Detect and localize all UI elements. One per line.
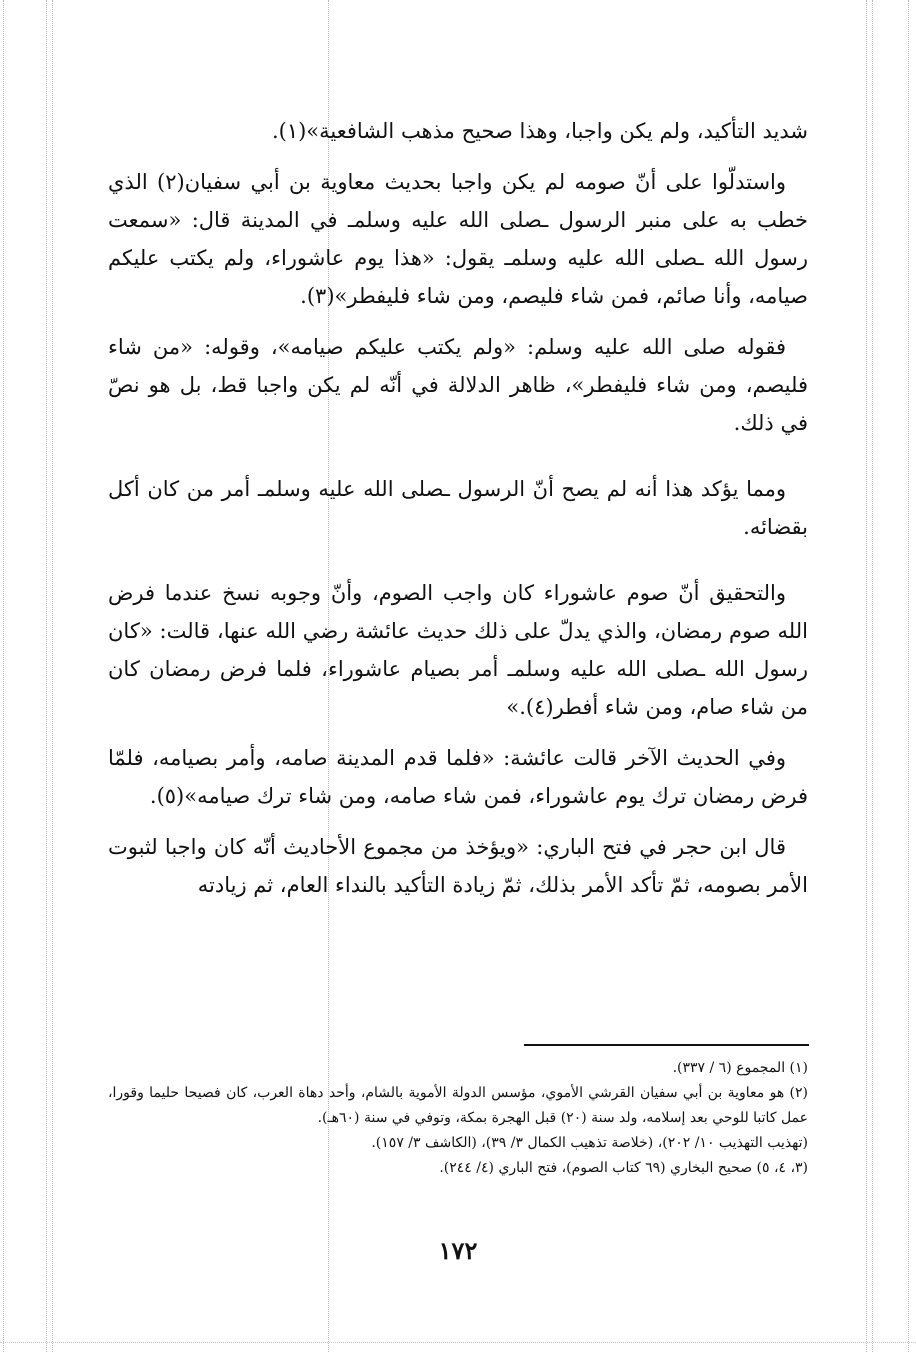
- footnotes: [108, 1056, 808, 1181]
- paragraph: والتحقيق أنّ صوم عاشوراء كان واجب الصوم، وأنّ وجوبه نسخ عندما فرض الله صوم رمضان، والذي يدلّ على ذلك حديث عائشة رضي الله عنها، قالت: «كان رسول الله ـصلى الله عليه وسلمـ أمر بصيام عاشوراء، فلما فرض رمضان كان من شاء صام، ومن شاء أفطر(٤).»: [108, 581, 808, 719]
- scan-guide-line: [908, 0, 909, 1352]
- scan-guide-line: [46, 0, 47, 1352]
- paragraph: واستدلّوا على أنّ صومه لم يكن واجبا بحديث معاوية بن أبي سفيان(٢) الذي خطب به على منبر الرسول ـصلى الله عليه وسلمـ في المدينة قال: «سمعت رسول الله ـصلى الله عليه وسلمـ يقول: «هذا يوم عاشوراء، ولم يكتب عليكم صيامه، وأنا صائم، فمن شاء فليصم، ومن شاء فليفطر»(٣).: [108, 170, 808, 308]
- paragraph: ومما يؤكد هذا أنه لم يصح أنّ الرسول ـصلى الله عليه وسلمـ أمر من كان أكل بقضائه.: [108, 477, 808, 539]
- scan-guide-line: [0, 1342, 916, 1343]
- paragraph: وفي الحديث الآخر قالت عائشة: «فلما قدم المدينة صامه، وأمر بصيامه، فلمّا فرض رمضان ترك يوم عاشوراء، فمن شاء صامه، ومن شاء ترك صيامه»(٥).: [108, 746, 808, 808]
- scan-guide-line: [52, 0, 53, 1352]
- footnote: (٢) هو معاوية بن أبي سفيان القرشي الأموي، مؤسس الدولة الأموية بالشام، وأحد دهاة العرب، كان فصيحا حليما وقورا، عمل كاتبا للوحي بعد إسلامه، ولد سنة (٢٠) قبل الهجرة بمكة، وتوفي في سنة (٦٠هـ).: [108, 1085, 809, 1126]
- footnote: (٣، ٤، ٥) صحيح البخاري (٦٩ كتاب الصوم)، فتح الباري (٤/ ٢٤٤).: [439, 1160, 808, 1176]
- scan-guide-line: [866, 0, 867, 1352]
- page-number: ١٧٢: [438, 1236, 478, 1265]
- footnote-separator: [524, 1044, 809, 1046]
- scan-guide-line: [872, 0, 873, 1352]
- footnote: (١) المجموع (٦ / ٣٣٧).: [672, 1060, 808, 1076]
- paragraph: قال ابن حجر في فتح الباري: «ويؤخذ من مجموع الأحاديث أنّه كان واجبا لثبوت الأمر بصومه، ثمّ تأكد الأمر بذلك، ثمّ زيادة التأكيد بالنداء العام، ثم زيادته: [108, 835, 808, 897]
- paragraph: فقوله صلى الله عليه وسلم: «ولم يكتب عليكم صيامه»، وقوله: «من شاء فليصم، ومن شاء فليفطر»، ظاهر الدلالة في أنّه لم يكن واجبا قط، بل هو نصّ في ذلك.: [108, 335, 808, 435]
- footnote: (تهذيب التهذيب ١٠/ ٢٠٢)، (خلاصة تذهيب الكمال ٣/ ٣٩)، (الكاشف ٣/ ١٥٧).: [371, 1135, 808, 1151]
- main-text: [108, 112, 808, 917]
- paragraph: شديد التأكيد، ولم يكن واجبا، وهذا صحيح مذهب الشافعية»(١).: [271, 119, 808, 143]
- scan-guide-line: [3, 0, 4, 1352]
